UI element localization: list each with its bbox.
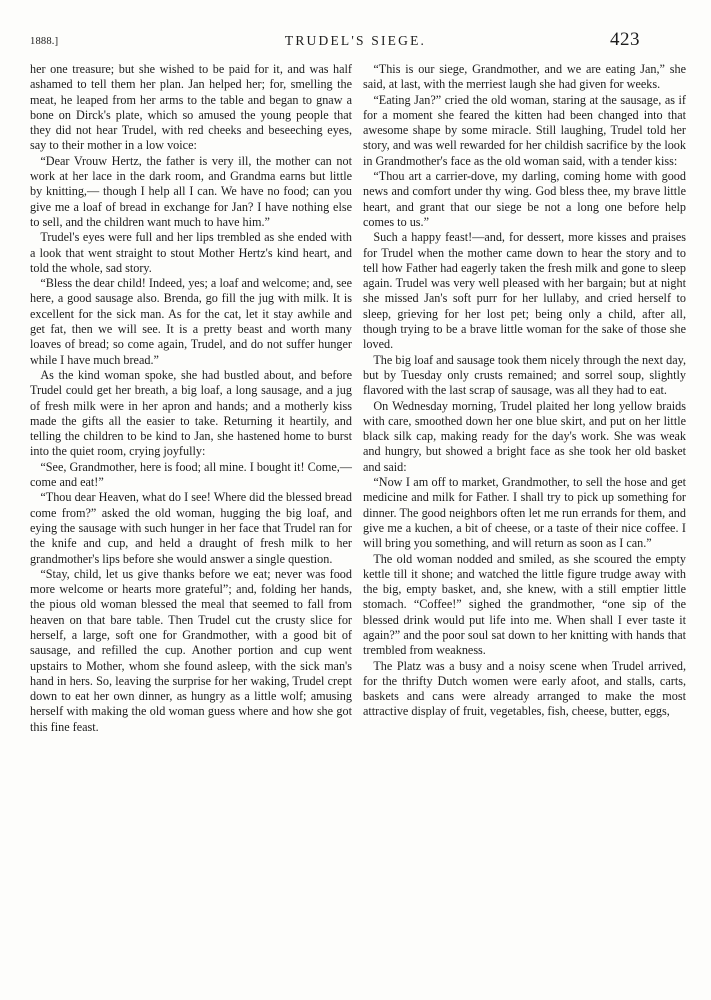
paragraph: Such a happy feast!—and, for dessert, more kisses and praises for Trudel when the mother came down to hear the story and to tell how Father had eagerly taken the fresh milk and gone to sleep again. Trudel was very well pleased with her bargain; but at night she missed Jan's soft purr for her lullaby, and cried herself to sleep, grieving for her lost pet; being only a child, after all, though trying to be a brave little woman for the sake of those she loved.	[363, 230, 686, 352]
paragraph: The Platz was a busy and a noisy scene when Trudel arrived, for the thrifty Dutch women were early afoot, and stalls, carts, baskets and cans were already arranged to make the most attractive display of fruit, vegetables, fish, cheese, butter, eggs,	[363, 658, 686, 719]
paragraph: As the kind woman spoke, she had bustled about, and before Trudel could get her breath, a big loaf, a long sausage, and a jug of fresh milk were in her apron and hands; and a motherly kiss made the gifts all the easier to take. Returning it heartily, and telling the children to be kind to Jan, she hastened home to burst into the quiet room, crying joyfully:	[30, 367, 352, 459]
running-header	[0, 0, 711, 60]
right-column	[363, 62, 686, 720]
paragraph: “Now I am off to market, Grandmother, to sell the hose and get medicine and milk for Father. I shall try to pick up something for dinner. The good neighbors often let me run errands for them, and give me a kuchen, a bit of cheese, or a taste of their nice coffee. I will bring you something, and will return as soon as I can.”	[363, 475, 686, 551]
paragraph: “See, Grandmother, here is food; all mine. I bought it! Come,— come and eat!”	[30, 459, 352, 490]
paragraph: The big loaf and sausage took them nicely through the next day, but by Tuesday only crusts remained; and sorrel soup, slightly flavored with the last scrap of sausage, was all they had to eat.	[363, 352, 686, 398]
paragraph: On Wednesday morning, Trudel plaited her long yellow braids with care, smoothed down her one blue skirt, and put on her little black silk cap, making ready for the day's work. She was weak and hungry, but showed a bright face as she took her old basket and said:	[363, 398, 686, 474]
paragraph: Trudel's eyes were full and her lips trembled as she ended with a look that went straight to stout Mother Hertz's kind heart, and told the whole, sad story.	[30, 230, 352, 275]
header-title: TRUDEL'S SIEGE.	[284, 33, 427, 48]
header-year: 1888.]	[30, 36, 59, 47]
paragraph: “Thou dear Heaven, what do I see! Where did the blessed bread come from?” asked the old woman, hugging the big loaf, and eying the sausage with such hunger in her face that Trudel ran for the knife and cup, and held a draught of fresh milk to her grandmother's lips before she would answer a single question.	[30, 490, 352, 566]
paragraph: The old woman nodded and smiled, as she scoured the empty kettle till it shone; and watched the little figure trudge away with the big, empty basket, and, she knew, with a still emptier little stomach. “Coffee!” sighed the grandmother, “one sip of the blessed drink would put life into me. When shall I ever taste it again?” and the poor soul sat down to her knitting with hands that trembled from weakness.	[363, 551, 686, 658]
paragraph: her one treasure; but she wished to be paid for it, and was half ashamed to tell them her plan. Jan helped her; for, smelling the meat, he leaped from her arms to the table and began to gnaw a bone on Dirck's plate, which so amused the young people that they did not hear Trudel, with red cheeks and beseeching eyes, say to their mother in a low voice:	[30, 62, 352, 153]
paragraph: “Thou art a carrier-dove, my darling, coming home with good news and comfort under thy wing. God bless thee, my brave little heart, and grant that our siege be not a long one before help comes to us.”	[363, 169, 686, 229]
paragraph: “Bless the dear child! Indeed, yes; a loaf and welcome; and, see here, a good sausage also. Brenda, go fill the jug with milk. It is excellent for the sick man. As for the cat, let it stay awhile and get fat, then we will see. It is a pretty beast and worth many loaves of bread; so come again, Trudel, and do not suffer hunger while I have much bread.”	[30, 276, 352, 367]
paragraph: “Eating Jan?” cried the old woman, staring at the sausage, as if for a moment she feared the kitten had been changed into that awesome shape by some miracle. Still laughing, Trudel told her story, and was well rewarded for her childish sacrifice by the look in Grandmother's face as the old woman said, with a tender kiss:	[363, 92, 686, 168]
paragraph: “Stay, child, let us give thanks before we eat; never was food more welcome or hearts more grateful”; and, folding her hands, the pious old woman blessed the meal that seemed to fall from heaven on that bare table. Then Trudel cut the crusty slice for herself, a large, soft one for Grandmother, with a good bit of sausage, and refilled the cup. Another portion and cup went upstairs to Mother, whom she found asleep, with the sick man's hand in hers. So, leaving the surprise for her waking, Trudel crept down to eat her own dinner, as hungry as a little wolf; amusing herself with making the old woman guess where and how she got this fine feast.	[30, 566, 352, 734]
left-column	[30, 62, 352, 735]
paragraph: “Dear Vrouw Hertz, the father is very ill, the mother can not work at her lace in the dark room, and Grandma earns but little by knitting,— though I help all I can. We have no food; can you give me a loaf of bread in exchange for Jan? I have nothing else to sell, and the children want much to have him.”	[30, 153, 352, 229]
page-number: 423	[610, 29, 640, 50]
paragraph: “This is our siege, Grandmother, and we are eating Jan,” she said, at last, with the merriest laugh she had given for weeks.	[363, 62, 686, 92]
